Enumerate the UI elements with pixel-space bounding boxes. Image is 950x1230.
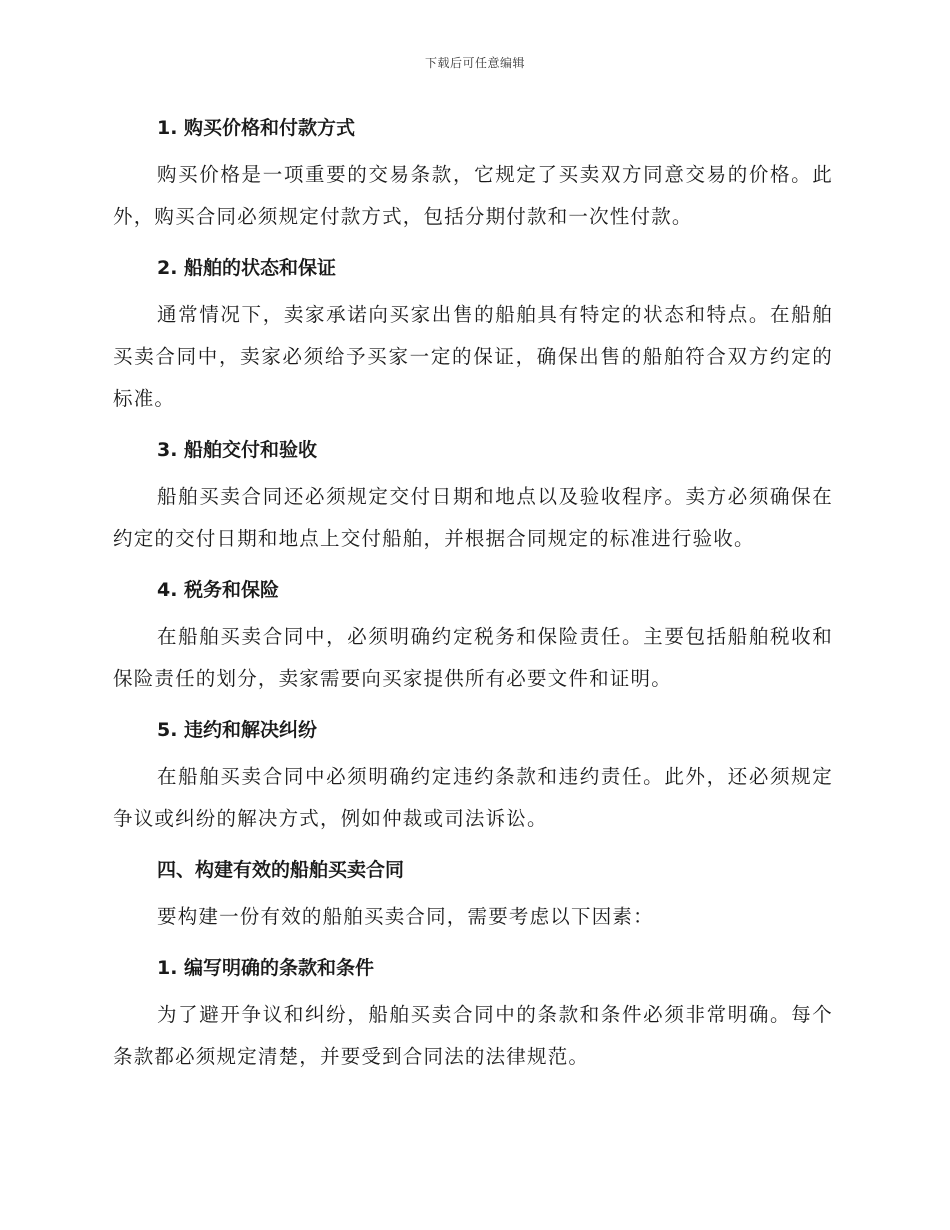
section: [113, 854, 833, 938]
section-paragraph: 购买价格是一项重要的交易条款，它规定了买卖双方同意交易的价格。此外，购买合同必须规定付款方式，包括分期付款和一次性付款。: [113, 163, 833, 228]
section-heading: 1. 购买价格和付款方式: [157, 117, 356, 139]
section: [113, 952, 833, 1078]
section: [113, 574, 833, 700]
section-heading: 四、构建有效的船舶买卖合同: [157, 859, 405, 881]
section-heading: 2. 船舶的状态和保证: [157, 257, 337, 279]
section: [113, 252, 833, 420]
section-paragraph: 船舶买卖合同还必须规定交付日期和地点以及验收程序。卖方必须确保在约定的交付日期和地点上交付船舶，并根据合同规定的标准进行验收。: [113, 485, 833, 550]
section-paragraph: 要构建一份有效的船舶买卖合同，需要考虑以下因素：: [157, 905, 654, 928]
section-heading: 4. 税务和保险: [157, 579, 280, 601]
section-paragraph: 为了避开争议和纠纷，船舶买卖合同中的条款和条件必须非常明确。每个条款都必须规定清楚，并要受到合同法的法律规范。: [113, 1003, 833, 1068]
section: [113, 112, 833, 238]
document-body: [113, 112, 833, 1078]
section-paragraph: 在船舶买卖合同中，必须明确约定税务和保险责任。主要包括船舶税收和保险责任的划分，卖家需要向买家提供所有必要文件和证明。: [113, 625, 833, 690]
page-header: 下载后可任意编辑: [424, 56, 525, 70]
section: [113, 434, 833, 560]
section-paragraph: 通常情况下，卖家承诺向买家出售的船舶具有特定的状态和特点。在船舶买卖合同中，卖家必须给予买家一定的保证，确保出售的船舶符合双方约定的标准。: [113, 303, 833, 410]
section: [113, 714, 833, 840]
section-heading: 1. 编写明确的条款和条件: [157, 957, 375, 979]
section-heading: 5. 违约和解决纠纷: [157, 719, 318, 741]
section-heading: 3. 船舶交付和验收: [157, 439, 318, 461]
section-paragraph: 在船舶买卖合同中必须明确约定违约条款和违约责任。此外，还必须规定争议或纠纷的解决方式，例如仲裁或司法诉讼。: [113, 765, 833, 830]
